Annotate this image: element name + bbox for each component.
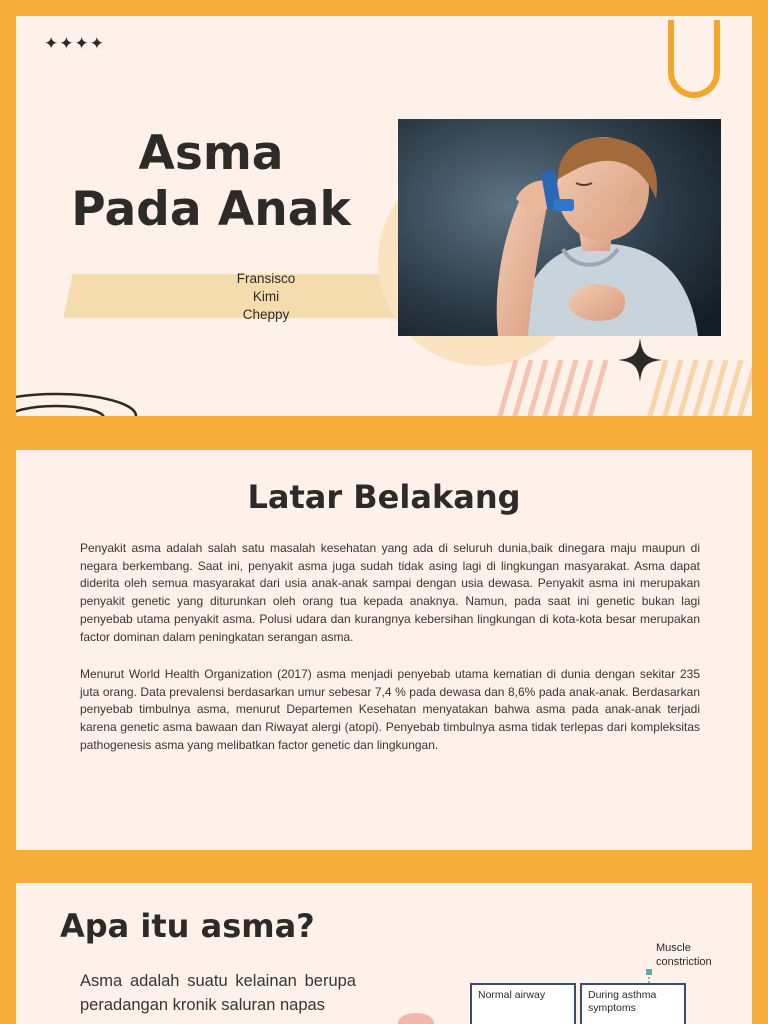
swirl-decoration — [16, 386, 146, 416]
slide-background — [0, 434, 768, 866]
page-title — [46, 126, 376, 238]
sparkle-stars-icon: ✦✦✦✦ — [44, 34, 105, 54]
author-list — [206, 270, 326, 324]
muscle-label — [656, 941, 712, 969]
slide-panel — [16, 450, 752, 850]
asthma-label-line: symptoms — [588, 1002, 636, 1014]
arch-decoration — [668, 20, 720, 98]
child-inhaler-photo — [398, 119, 721, 336]
peach-stripes-decoration — [646, 360, 752, 416]
muscle-label-line: Muscle — [656, 942, 691, 954]
muscle-label-line: constriction — [656, 956, 712, 968]
pink-stripes-decoration — [496, 360, 616, 416]
slide-title: Latar Belakang — [247, 478, 521, 516]
slide-title — [0, 0, 768, 432]
paragraph: Penyakit asma adalah salah satu masalah kesehatan yang ada di seluruh dunia,baik dinegara maju maupun di negara berkembang. Saat ini, penyakit asma juga sudah tidak asing lagi di lingkungan masyarakat. Asma dapat diderita oleh semua masyarakat dari usia anak-anak sampai dengan usia dewasa. Penyakit asma ini merupakan penyakit genetic yang diturunkan oleh orang tua kepada anaknya. Namun, pada saat ini genetic bukan lagi penyebab utama penyakit asma. Polusi udara dan kurangnya kebersihan lingkungan di kota-kota besar merupakan factor dominan dalam peningkatan serangan asma. — [80, 541, 700, 644]
title-line-1: Asma — [138, 126, 284, 181]
normal-airway-label: Normal airway — [478, 989, 546, 1001]
slide-definition — [0, 867, 768, 1024]
paragraph: Asma adalah suatu kelainan berupa peradangan kronik saluran napas — [80, 972, 356, 1014]
author-name: Kimi — [252, 289, 280, 304]
slide-panel — [16, 883, 752, 1024]
paragraph: Menurut World Health Organization (2017) asma menjadi penyebab utama kematian di dunia dengan sekitar 235 juta orang. Data prevalensi berdasarkan umur sebesar 7,4 % pada dewasa dan 8,6% pada anak-anak. Berdasarkan penyebab timbulnya asma, menurut Departemen Kesehatan menyatakan bahwa asma pada anak-anak terjadi karena genetic asma bawaan dan Riwayat alergi (atopi). Penyebab timbulnya asma tidak terlepas dari kompleksitas pathogenesis asma yang melibatkan factor genetic dan lingkungan. — [80, 667, 700, 752]
asthma-label-line: During asthma — [588, 989, 657, 1001]
lung-illustration — [396, 1009, 436, 1024]
slide-panel — [16, 16, 752, 416]
title-line-2: Pada Anak — [71, 182, 351, 237]
asthma-airway-box — [580, 983, 686, 1024]
author-name: Cheppy — [242, 307, 290, 322]
author-name: Fransisco — [236, 271, 296, 286]
slide-title: Apa itu asma? — [60, 907, 315, 945]
normal-airway-box — [470, 983, 576, 1024]
